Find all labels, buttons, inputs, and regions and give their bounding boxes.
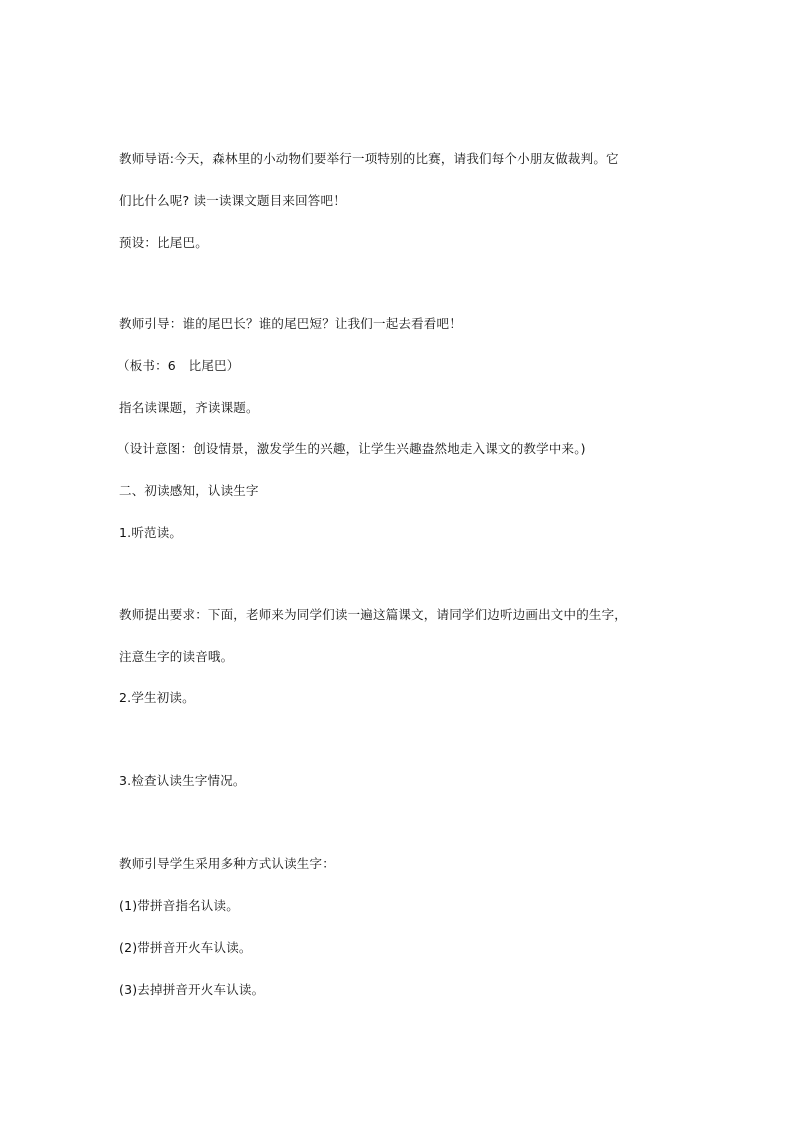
text-line-step-3: 3.检查认读生字情况。 bbox=[119, 773, 246, 788]
text-line-question: 们比什么呢? 读一读课文题目来回答吧！ bbox=[119, 193, 346, 208]
text-line-step-2: 2.学生初读。 bbox=[119, 690, 195, 705]
text-line-intro: 教师导语:今天，森林里的小动物们要举行一项特别的比赛，请我们每个小朋友做裁判。它 bbox=[119, 151, 619, 166]
text-line-methods: 教师引导学生采用多种方式认读生字： bbox=[119, 856, 335, 871]
text-line-preset: 预设：比尾巴。 bbox=[119, 235, 208, 250]
list-item: (3)去掉拼音开火车认读。 bbox=[119, 982, 265, 997]
text-line-design-intent: （设计意图：创设情景，激发学生的兴趣，让学生兴趣盎然地走入课文的教学中来。) bbox=[117, 441, 586, 456]
section-heading: 二、初读感知，认读生字 bbox=[119, 483, 259, 498]
text-line-step-1: 1.听范读。 bbox=[119, 525, 183, 540]
text-line-requirement-cont: 注意生字的读音哦。 bbox=[119, 649, 234, 664]
list-item: (2)带拼音开火车认读。 bbox=[119, 940, 252, 955]
text-line-board: （板书：6 比尾巴） bbox=[117, 358, 240, 373]
text-line-read-title: 指名读课题，齐读课题。 bbox=[119, 400, 259, 415]
text-line-guide: 教师引导：谁的尾巴长？谁的尾巴短？让我们一起去看看吧！ bbox=[119, 316, 462, 331]
text-line-requirement: 教师提出要求：下面，老师来为同学们读一遍这篇课文，请同学们边听边画出文中的生字， bbox=[119, 607, 628, 622]
list-item: (1)带拼音指名认读。 bbox=[119, 898, 239, 913]
